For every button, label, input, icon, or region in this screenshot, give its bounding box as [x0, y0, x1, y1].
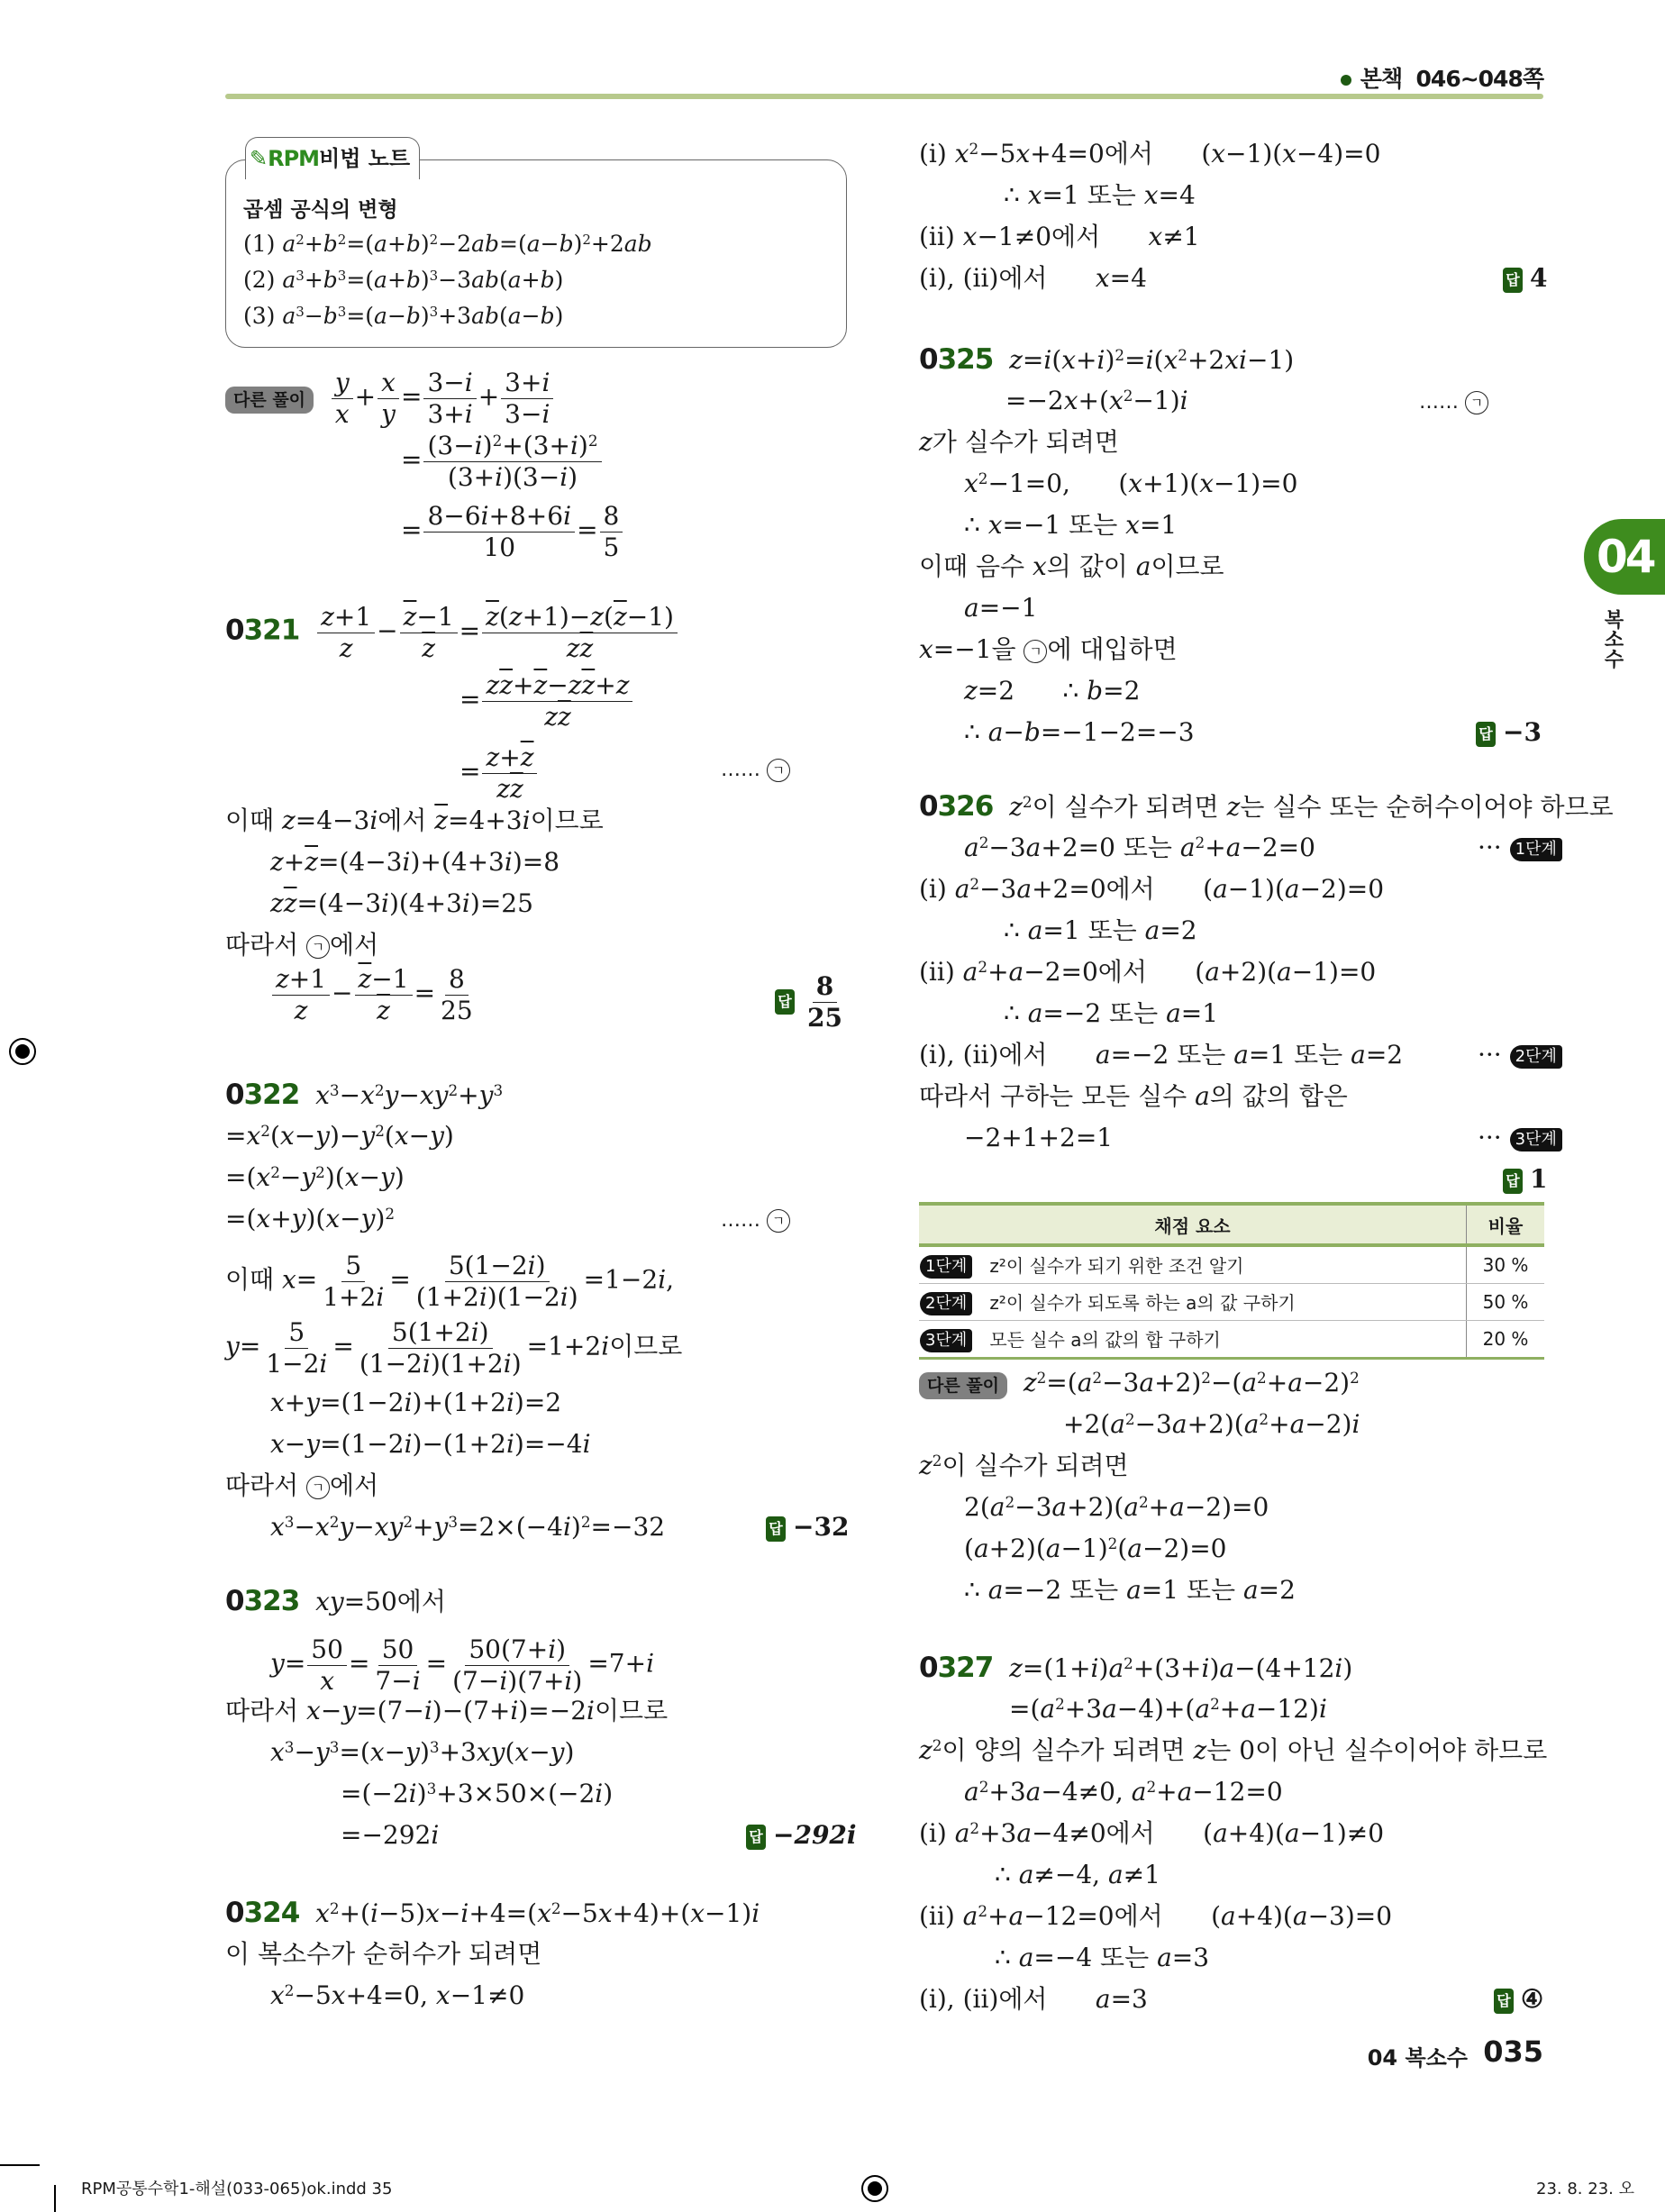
alt-solution-line-3: = $\frac{8-6i+8+6i}{10}$ = $\frac{8}{5}$ [401, 501, 624, 562]
problem-0327-line-2: $=(a^2+3a-4)+(a^2+a-12)i$ [1009, 1694, 1327, 1724]
alt-0326-line-3: $z^2$이 실수가 되려면 [919, 1451, 1129, 1480]
left-column [225, 0, 856, 2072]
problem-0326-line-9: −2+1+2=1 [964, 1123, 1114, 1152]
problem-0323-line-1: 0323 xy=50에서 [225, 1585, 446, 1617]
crop-mark [0, 2164, 40, 2166]
table-row: 3단계 모든 실수 a의 값의 합 구하기 20 % [919, 1321, 1544, 1359]
chapter-tab: 04 [1584, 519, 1665, 595]
problem-number-0325: 0325 [919, 343, 994, 376]
problem-0324-line-5: ∴ x=1 또는 x=4 [1004, 180, 1196, 210]
answer-0321: 답 $\frac{8}{25}$ [775, 971, 848, 1033]
footer-chapter: 04 복소수 [1367, 2045, 1468, 2071]
problem-number-0322: 0322 [225, 1079, 300, 1111]
problem-number-0323: 0323 [225, 1585, 300, 1617]
note-title: 곱셈 공식의 변형 [243, 198, 398, 222]
problem-0326-line-6: ∴ a=−2 또는 a=1 [1004, 998, 1219, 1028]
problem-0325-line-2: $=-2x+(x^2-1)i$ [1005, 386, 1188, 415]
equation-marker: …… ㄱ [1419, 382, 1488, 423]
problem-0327-line-7: (ii) $a^2+a-12=0$에서 (a+4)(a−3)=0 [919, 1901, 1393, 1931]
problem-0323-line-4: $x^3-y^3=(x-y)^3+3xy(x-y)$ [270, 1737, 575, 1767]
answer-badge: 답 [775, 989, 795, 1015]
equation-marker: …… ㄱ [721, 750, 790, 791]
problem-0322-line-1: 0322 $x^3-x^2y-xy^2+y^3$ [225, 1079, 504, 1111]
problem-0325-line-9: z=2 ∴ b=2 [964, 676, 1141, 705]
problem-0322-line-4: $=(x+y)(x-y)^2$ [225, 1204, 396, 1233]
problem-0327-line-8: ∴ a=−4 또는 a=3 [995, 1943, 1210, 1972]
slug-filename: RPM공통수학1-해설(033-065)ok.indd 35 [81, 2180, 393, 2198]
rpm-note-tag: ✎RPM비법 노트 [245, 137, 420, 179]
problem-0324-line-3: $x^2-5x+4=0$, x−1≠0 [270, 1980, 525, 2010]
problem-0327-line-6: ∴ a≠−4, a≠1 [995, 1860, 1160, 1889]
problem-0325-line-8: x=−1을 ㄱ 에 대입하면 [919, 634, 1178, 664]
answer-0326: 답 1 [1503, 1159, 1547, 1200]
problem-0322-line-6: y= $\frac{5}{1-2i}$ = $\frac{5(1+2i)}{(1-2i)(1+2i)}$ =1+2i이므로 [225, 1317, 683, 1379]
chapter-tab-label: 복소수 [1601, 609, 1624, 669]
table-row: 2단계 z²이 실수가 되도록 하는 a의 값 구하기 50 % [919, 1284, 1544, 1321]
step-1-marker: ··· 1단계 [1478, 827, 1562, 869]
note-item-1: (1) $a^2+b^2=(a+b)^2-2ab=(a-b)^2+2ab$ [243, 231, 652, 257]
alt-0326-line-2: $+2(a^2-3a+2)(a^2+a-2)i$ [1063, 1409, 1360, 1439]
problem-0322-line-2: $=x^2(x-y)-y^2(x-y)$ [225, 1121, 454, 1151]
registration-mark-icon [861, 2175, 888, 2202]
problem-0322-line-5: 이때 x= $\frac{5}{1+2i}$ = $\frac{5(1-2i)}{(1+2i)(1-2i)}$ =1−2i, [225, 1251, 675, 1312]
problem-0322-line-9: 따라서 ㄱ 에서 [225, 1470, 379, 1500]
table-header-criteria: 채점 요소 [919, 1204, 1467, 1245]
note-item-3: (3) $a^3-b^3=(a-b)^3+3ab(a-b)$ [243, 303, 564, 329]
problem-0325-line-7: a=−1 [964, 593, 1038, 623]
problem-number-0326: 0326 [919, 790, 994, 823]
problem-0324-line-1: 0324 $x^2+(i-5)x-i+4=(x^2-5x+4)+(x-1)i$ [225, 1897, 760, 1929]
step-3-marker: ··· 3단계 [1478, 1117, 1562, 1159]
circled-giyeok-icon: ㄱ [767, 759, 790, 782]
answer-0327: 답 ④ [1494, 1979, 1543, 2020]
problem-number-0321: 0321 [225, 614, 300, 647]
answer-0322: 답 −32 [766, 1507, 849, 1548]
table-row: 1단계 z²이 실수가 되기 위한 조건 알기 30 % [919, 1245, 1544, 1284]
step-2-marker: ··· 2단계 [1478, 1034, 1562, 1076]
problem-0321-line-3: = $\frac{z+\overline{z}}{z\overline{z}}$ [459, 742, 539, 804]
alt-0326-line-5: $(a+2)(a-1)^2(a-2)=0$ [964, 1534, 1227, 1563]
alt-0326-line-6: ∴ a=−2 또는 a=1 또는 a=2 [964, 1575, 1296, 1605]
problem-0322-line-7: x+y=(1−2i)+(1+2i)=2 [270, 1388, 562, 1417]
problem-0321-line-7: 따라서 ㄱ 에서 [225, 930, 379, 960]
problem-0322-line-10: $x^3-x^2y-xy^2+y^3=2\times(-4i)^2=-32$ [270, 1512, 666, 1542]
problem-0327-line-4: $a^2+3a-4\ne 0$, $a^2+a-12=0$ [964, 1777, 1283, 1807]
problem-0324-line-7: (i), (ii)에서 x=4 [919, 263, 1147, 293]
problem-0325-line-5: ∴ x=−1 또는 x=1 [964, 510, 1178, 540]
problem-0325-line-10: ∴ a−b=−1−2=−3 [964, 717, 1195, 747]
problem-0326-line-3: (i) $a^2-3a+2=0$에서 (a−1)(a−2)=0 [919, 874, 1385, 904]
slug-date: 23. 8. 23. 오 [1536, 2180, 1634, 2198]
problem-0321-line-4: 이때 z=4−3i에서 $\overline{z}=4+3i$이므로 [225, 806, 604, 835]
problem-0323-line-3: 따라서 x−y=(7−i)−(7+i)=−2i이므로 [225, 1696, 669, 1725]
problem-0321-line-5: $z+\overline{z}=(4-3i)+(4+3i)=8$ [270, 847, 560, 877]
problem-0325-line-4: $x^2-1=0$, (x+1)(x−1)=0 [964, 469, 1298, 498]
problem-0325-line-6: 이때 음수 x의 값이 a이므로 [919, 551, 1224, 581]
problem-0326-line-5: (ii) $a^2+a-2=0$에서 (a+2)(a−1)=0 [919, 957, 1377, 987]
problem-0326-line-2: $a^2-3a+2=0$ 또는 $a^2+a-2=0$ [964, 833, 1315, 862]
alt-0326-line-1: 다른 풀이 $z^2=(a^2-3a+2)^2-(a^2+a-2)^2$ [919, 1362, 1360, 1404]
problem-0327-line-5: (i) $a^2+3a-4\ne 0$에서 (a+4)(a−1)≠0 [919, 1818, 1385, 1848]
problem-0323-line-5: $=(-2i)^3+3\times 50\times(-2i)$ [341, 1779, 614, 1808]
problem-0321-line-8: $\frac{z+1}{z}$ − $\frac{\overline{z}-1}{z}$ = $\frac{8}{25}$ [270, 964, 478, 1025]
answer-0324: 답 4 [1503, 258, 1547, 299]
problem-0327-line-1: 0327 $z=(1+i)a^2+(3+i)a-(4+12i)$ [919, 1652, 1353, 1684]
page-reference: 본책 046~048쪽 [1341, 61, 1543, 94]
registration-mark-icon [9, 1038, 36, 1065]
problem-0323-line-6: =−292i [341, 1820, 440, 1850]
problem-0325-line-1: 0325 $z=i(x+i)^2=i(x^2+2xi-1)$ [919, 343, 1295, 376]
problem-0324-line-4: (i) $x^2-5x+4=0$에서 (x−1)(x−4)=0 [919, 139, 1381, 168]
problem-0324-line-2: 이 복소수가 순허수가 되려면 [225, 1939, 542, 1969]
answer-0323: 답 −292i [746, 1815, 857, 1856]
problem-number-0324: 0324 [225, 1897, 300, 1929]
problem-0323-line-2: y= $\frac{50}{x}$ = $\frac{50}{7-i}$ = $\frac{50(7+i)}{(7-i)(7+i)}$ =7+i [270, 1634, 655, 1696]
problem-number-0327: 0327 [919, 1652, 994, 1684]
page-number: 035 [1483, 2034, 1543, 2069]
problem-0327-line-9: (i), (ii)에서 a=3 [919, 1984, 1148, 2014]
alt-solution-line-2: = $\frac{(3-i)^2+(3+i)^2}{(3+i)(3-i)}$ [401, 431, 604, 492]
note-item-2: (2) $a^3+b^3=(a+b)^3-3ab(a+b)$ [243, 267, 564, 293]
problem-0327-line-3: $z^2$이 양의 실수가 되려면 z는 0이 아닌 실수이어야 하므로 [919, 1735, 1548, 1765]
alt-solution-badge: 다른 풀이 [225, 387, 314, 414]
problem-0321-line-6: $z\overline{z}=(4-3i)(4+3i)=25$ [270, 888, 533, 918]
crop-mark [54, 2185, 56, 2212]
problem-0322-line-8: x−y=(1−2i)−(1+2i)=−4i [270, 1429, 591, 1459]
right-column-lower [919, 0, 1550, 2072]
problem-0321-line-2: = $\frac{z\overline{z}+\overline{z}-z\overline{z}+z}{z\overline{z}}$ [459, 670, 634, 732]
answer-0325: 답 −3 [1476, 712, 1542, 753]
problem-0326-line-8: 따라서 구하는 모든 실수 a의 값의 합은 [919, 1081, 1348, 1111]
problem-0325-line-3: z가 실수가 되려면 [919, 427, 1119, 457]
equation-marker: …… ㄱ [721, 1200, 790, 1242]
problem-0326-line-7: (i), (ii)에서 a=−2 또는 a=1 또는 a=2 [919, 1040, 1404, 1070]
problem-0321-line-1: 0321 $\frac{z+1}{z}$ − $\frac{\overline{z}-1}{z}$ = $\frac{\overline{z}(z+1)-z(\overline{z}-1)}{z\overline{z}}$ [225, 602, 679, 663]
problem-0324-line-6: (ii) x−1≠0에서 x≠1 [919, 222, 1200, 251]
problem-0326-line-4: ∴ a=1 또는 a=2 [1004, 915, 1197, 945]
step-badge: 1단계 [1510, 838, 1562, 861]
table-header-ratio: 비율 [1467, 1204, 1545, 1245]
problem-0326-line-1: 0326 $z^2$이 실수가 되려면 z는 실수 또는 순허수이어야 하므로 [919, 790, 1614, 823]
alt-0326-line-4: $2(a^2-3a+2)(a^2+a-2)=0$ [964, 1492, 1269, 1522]
alt-solution-line-1: 다른 풀이 $\frac{y}{x}$ + $\frac{x}{y}$ = $\frac{3-i}{3+i}$ + $\frac{3+i}{3-i}$ [225, 368, 555, 429]
note-pencil-icon: ✎ [250, 146, 268, 171]
problem-0322-line-3: $=(x^2-y^2)(x-y)$ [225, 1162, 405, 1192]
